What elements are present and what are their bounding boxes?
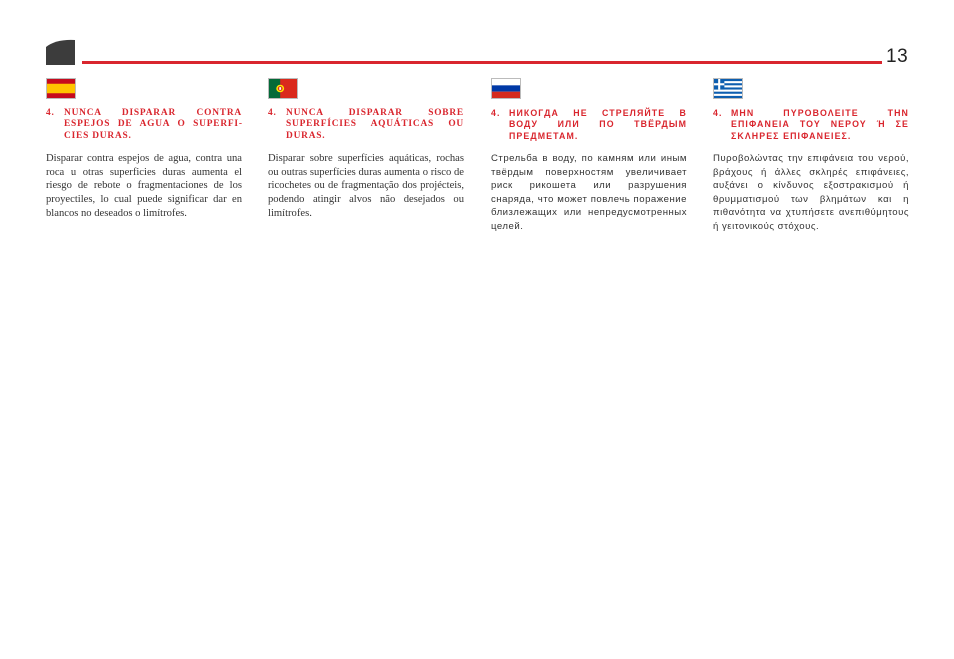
section-heading-text: НИКОГДА НЕ СТРЕЛЯЙТЕ В ВОДУ ИЛИ ПО ТВЁРДЫМ ПРЕДМЕТАМ. bbox=[509, 108, 687, 141]
section-portugal bbox=[268, 78, 464, 220]
section-body: Πυροβολώντας την επιφάνεια του νερού, βράχους ή άλλες σκληρές επιφάνειες, αυξάνει ο κίνδυνος εξοστρακισμού ή θρυμματισμού των βλημάτων και η πιθανότητα να χτυπήσετε ανεπιθύμητους ή γειτονικούς στόχους. bbox=[713, 153, 909, 232]
section-heading-text: NUNCA DISPARAR SOBRE SUPERFÍCIES AQUÁTICAS OU DURAS. bbox=[286, 108, 464, 141]
section-heading bbox=[268, 108, 464, 142]
section-body: Disparar sobre superfícies aquáticas, rochas ou outras superfícies duras aumenta o risco de ricochetes ou de fragmentação dos projécteis, podendo atingir alvos não desejados ou limítrofes. bbox=[268, 153, 464, 219]
section-body: Disparar contra espejos de agua, contra una roca u otras superficies duras aumenta el riesgo de rebote o fragmentaciones de los proyectiles, lo cual puede significar dar en blancos no deseados o limítrofes. bbox=[46, 153, 242, 219]
section-number: 4. bbox=[268, 108, 277, 118]
section-number: 4. bbox=[46, 108, 55, 118]
section-heading bbox=[491, 108, 687, 142]
page-number: 13 bbox=[886, 46, 909, 67]
russia-flag-icon bbox=[491, 78, 521, 99]
section-spain bbox=[46, 78, 242, 220]
header-rule bbox=[82, 61, 882, 64]
section-body: Стрельба в воду, по камням или иным твёрдым поверхностям увеличивает риск рикошета или разрушения снаряда, что может повлечь поражение близлежащих или непредусмотренных целей. bbox=[491, 153, 687, 232]
greece-flag-icon bbox=[713, 78, 743, 99]
section-heading-text: NUNCA DISPARAR CONTRA ESPEJOS DE AGUA O SUPERFICIES DURAS. bbox=[64, 108, 242, 141]
portugal-flag-icon bbox=[268, 78, 298, 99]
section-number: 4. bbox=[713, 108, 723, 118]
spain-flag-icon bbox=[46, 78, 76, 99]
section-number: 4. bbox=[491, 108, 501, 118]
section-heading bbox=[713, 108, 909, 142]
brand-logo-icon bbox=[46, 38, 75, 65]
section-heading bbox=[46, 108, 242, 142]
section-greece bbox=[713, 78, 909, 233]
section-heading-text: ΜΗΝ ΠΥΡΟΒΟΛΕΙΤΕ ΤΗΝ ΕΠΙΦΑΝΕΙΑ ΤΟΥ ΝΕΡΟΥ Ή ΣΕ ΣΚΛΗΡΕΣ ΕΠΙΦΑΝΕΙΕΣ. bbox=[731, 108, 909, 141]
section-russia bbox=[491, 78, 687, 233]
